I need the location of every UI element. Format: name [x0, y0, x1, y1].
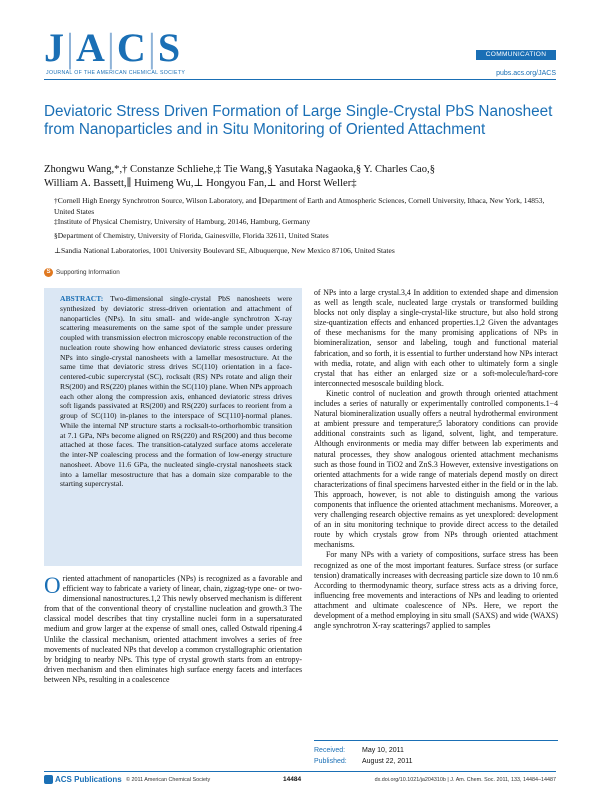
- journal-url[interactable]: pubs.acs.org/JACS: [496, 70, 556, 77]
- affiliation: ‡Institute of Physical Chemistry, University of Hamburg, 20146, Hamburg, Germany: [54, 216, 311, 226]
- author-line: William A. Bassett,∥ Huimeng Wu,⊥ Hongyou Fan,⊥ and Horst Weller‡: [44, 177, 357, 189]
- drop-cap: O: [44, 573, 61, 598]
- page-number: 14484: [283, 776, 302, 783]
- body-paragraph: riented attachment of nanoparticles (NPs) is recognized as a favorable and efficient way to fabricate a variety of linear, chain, zigzag-type one- or two-dimensional nanostructures.1,2 This newly observed mechanism is different from that of the conventional theory of crystalline nucleation and growth.3 The classical model describes that tiny crystalline nuclei form in a supersaturated medium and grow larger at the expense of small ones, called Ostwald ripening.4 Unlike the classical mechanism, oriented attachment involves a series of free movements of nucleated NPs that develop a common crystallographic orientation by bridging to nearby NPs. This type of crystal growth starts from an entropy-driven mechanism and then eliminates high surface energy facets and interfaces between NPs, resulting in a coalescence: [44, 574, 302, 684]
- jacs-logo: J|A|C|S: [44, 25, 183, 70]
- body-paragraph: For many NPs with a variety of compositions, surface stress has been recognized as one of the most important features. Surface stress (or surface tension) dramatically increases with decreasing particle size down to 10 nm.6 According to thermodynamic theory, surface stress acts as a driving force, influencing free movements and interactions of NPs and leading to oriented attachment and ultimate coalescence of NPs. Here, we report the development of a method employing in situ small (SAXS) and wide (WAXS) angle synchrotron X-ray scatterings7 applied to samples: [314, 550, 558, 631]
- journal-name: JOURNAL OF THE AMERICAN CHEMICAL SOCIETY: [46, 70, 186, 76]
- received-label: Received:: [314, 747, 346, 754]
- header-divider: [44, 79, 556, 80]
- info-icon: S: [44, 268, 53, 277]
- supporting-info-link[interactable]: S Supporting Information: [44, 268, 120, 277]
- published-date: August 22, 2011: [362, 758, 413, 765]
- affiliation: †Cornell High Energy Synchrotron Source, Wilson Laboratory, and ∥Department of Earth and Atmospheric Sciences, Cornell University, Ithaca, New York, 14853, United States: [54, 196, 545, 216]
- publication-dates: [314, 740, 558, 767]
- footer-divider: [44, 771, 556, 772]
- citation[interactable]: dx.doi.org/10.1021/ja204310b | J. Am. Chem. Soc. 2011, 133, 14484–14487: [374, 777, 556, 783]
- abstract-text: Two-dimensional single-crystal PbS nanosheets were synthesized by deviatoric stress-driven orientation and attachment of nanoparticles (NPs). In situ small- and wide-angle synchrotron X-ray scattering measurements on the same spot of the sample under pressure coupled with transmission electron microscopy enable reconstruction of the nucleation route showing how enhanced deviatoric stress causes ordering NPs into single-crystal nanosheets with a lamellar mesostructure. At the same time that deviatoric stress drives SC(110) orientation in a face-centered-cubic supercrystal (SC), rocksalt (RS) NPs rotate and align their RS(200) and RS(220) planes within the SC(110) plane. When NPs approach each other along the compression axis, enhanced deviatoric stress drives soft ligands passivated at RS(200) and RS(220) surfaces to reorient from a group of SC(110) in-planes to the interspace of SC[110]-normal planes. While the internal NP structure starts a rocksalt-to-orthorhombic transition at 7.1 GPa, NPs become aligned on RS(220) and RS(200) and thus become attached at those faces. The transition-catalyzed surface atoms accelerate the inter-NP coalescing process and the formation of low-energy structure nanosheet. Above 11.6 GPa, the nucleated single-crystal nanosheets stack into a lamellar mesostructure that has a domain size comparable to the starting supercrystal.: [60, 294, 293, 489]
- acs-publications-logo: ACS Publications: [44, 775, 122, 784]
- body-left-column: [44, 574, 302, 685]
- section-badge: COMMUNICATION: [476, 50, 556, 60]
- acs-logo-icon: [44, 775, 53, 784]
- abstract-box: [44, 288, 302, 566]
- affiliation: §Department of Chemistry, University of Florida, Gainesville, Florida 32611, United States: [54, 231, 329, 240]
- author-line: Zhongwu Wang,*,† Constanze Schliehe,‡ Tie Wang,§ Yasutaka Nagaoka,§ Y. Charles Cao,§: [44, 164, 436, 175]
- received-date: May 10, 2011: [362, 747, 404, 754]
- abstract-label: ABSTRACT:: [60, 294, 104, 303]
- affiliation: ⊥Sandia National Laboratories, 1001 University Boulevard SE, Albuquerque, New Mexico 87106, United States: [54, 245, 395, 255]
- body-paragraph: of NPs into a large crystal.3,4 In addition to extended shape and dimension as well as length scale, nucleated large crystals or transformed building blocks not only display a single-crystal-like structure, but also hold strong size-quantization effects and enhanced properties.1,2 Given the advantages of these mechanisms for the many promising applications of NPs in biomineralization, sensor and labeling, tough and functional material fabrication, and so forth, it is essential to further understand how NPs interact with media, rotate, and align with each other to ultimately form a single crystal that has either an enlarged size or a soft-molecule/hard-core interconnected mesoscale building block.: [314, 288, 558, 388]
- published-label: Published:: [314, 758, 347, 765]
- body-right-column: [314, 288, 558, 631]
- author-list: [44, 163, 564, 190]
- body-paragraph: Kinetic control of nucleation and growth through oriented attachment includes a series of naturally or experimentally controlled components.1−4 Natural biomineralization usually offers a neutral hydrothermal environment at ambient pressure and temperature;5 laboratory conditions can provide additional constraints such as ligand, solvent, light, and temperature. Although environments or media may differ between lab experiments and natural processes, they show analogous oriented attachment mechanisms such as those found in TiO2 and ZnS.3 However, extensive investigations on oriented attachments for a wide range of materials depend mostly on direct characterizations of final specimens harvested either in the field or in the lab. This approach, however, is not able to distinguish among the various components that influence the oriented attachment mechanisms. Moreover, a very challenging research objective remains as yet unexplored: development of an in situ monitoring technique to provide direct access to the detailed route by which crystals grow from NPs through oriented attachment mechanisms.: [314, 388, 558, 550]
- article-title: Deviatoric Stress Driven Formation of Large Single-Crystal PbS Nanosheet from Nanoparticles and in Situ Monitoring of Oriented Attachment: [44, 103, 553, 138]
- copyright: © 2011 American Chemical Society: [126, 777, 211, 783]
